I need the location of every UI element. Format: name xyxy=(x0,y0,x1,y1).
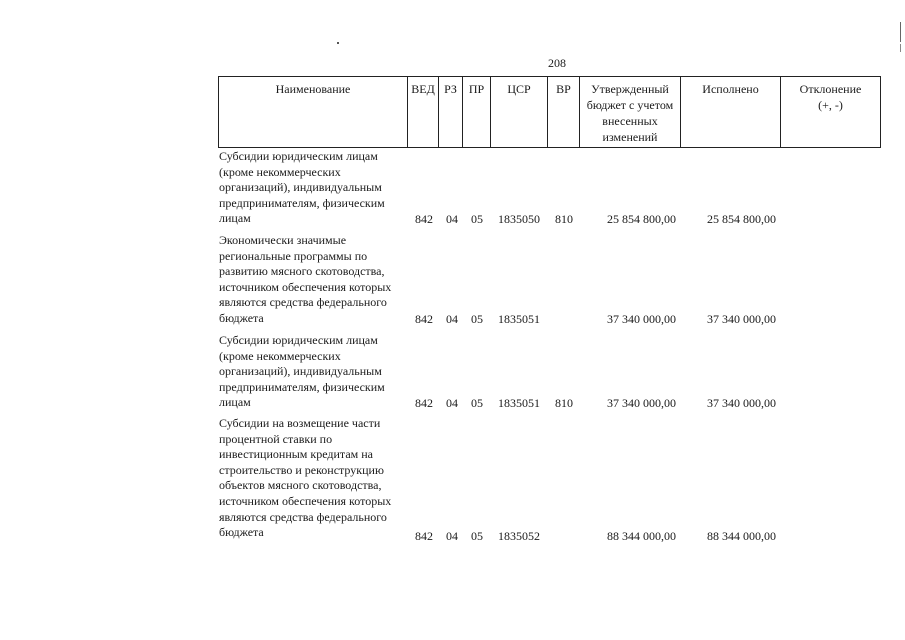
row-name: Экономически значимые региональные программы по развитию мясного скотоводства, источником обеспечения которых являются средства федерального бюджета xyxy=(219,233,392,325)
row-rz: 04 xyxy=(446,212,458,227)
row-ved: 842 xyxy=(415,529,433,544)
header-executed: Исполнено xyxy=(681,77,781,147)
row-ved: 842 xyxy=(415,312,433,327)
row-rz: 04 xyxy=(446,529,458,544)
row-approved: 25 854 800,00 xyxy=(607,212,676,227)
table-row xyxy=(0,149,905,228)
scan-edge-mark xyxy=(900,22,901,42)
header-ved: ВЕД xyxy=(408,77,439,147)
row-pr: 05 xyxy=(471,312,483,327)
row-vr: 810 xyxy=(555,396,573,411)
header-name: Наименование xyxy=(219,77,408,147)
row-pr: 05 xyxy=(471,212,483,227)
scan-speck xyxy=(337,42,339,44)
row-name: Субсидии на возмещение части процентной ставки по инвестиционным кредитам на строительство и реконструкцию объектов мясного скотоводства, источником обеспечения которых являются средства федерального бюджета xyxy=(219,416,392,540)
row-rz: 04 xyxy=(446,396,458,411)
table-row xyxy=(0,233,905,328)
header-approved: Утвержденный бюджет с учетом внесенных изменений xyxy=(580,77,681,147)
row-ved: 842 xyxy=(415,396,433,411)
row-csr: 1835050 xyxy=(498,212,540,227)
row-executed: 37 340 000,00 xyxy=(707,312,776,327)
header-deviation: Отклонение (+, -) xyxy=(799,82,862,112)
row-csr: 1835051 xyxy=(498,396,540,411)
row-rz: 04 xyxy=(446,312,458,327)
row-ved: 842 xyxy=(415,212,433,227)
row-pr: 05 xyxy=(471,529,483,544)
header-pr: ПР xyxy=(463,77,491,147)
row-approved: 37 340 000,00 xyxy=(607,312,676,327)
header-csr: ЦСР xyxy=(491,77,548,147)
header-rz: РЗ xyxy=(439,77,463,147)
row-approved: 37 340 000,00 xyxy=(607,396,676,411)
scan-edge-mark xyxy=(900,44,901,52)
row-executed: 25 854 800,00 xyxy=(707,212,776,227)
table-header xyxy=(218,76,881,148)
row-name: Субсидии юридическим лицам (кроме некоммерческих организаций), индивидуальным предпринимателям, физическим лицам xyxy=(219,333,385,410)
page-number: 208 xyxy=(548,56,566,70)
row-pr: 05 xyxy=(471,396,483,411)
table-row xyxy=(0,333,905,412)
header-vr: ВР xyxy=(548,77,580,147)
row-csr: 1835052 xyxy=(498,529,540,544)
row-approved: 88 344 000,00 xyxy=(607,529,676,544)
row-executed: 88 344 000,00 xyxy=(707,529,776,544)
row-name: Субсидии юридическим лицам (кроме некоммерческих организаций), индивидуальным предпринимателям, физическим лицам xyxy=(219,149,385,226)
row-vr: 810 xyxy=(555,212,573,227)
row-executed: 37 340 000,00 xyxy=(707,396,776,411)
table-row xyxy=(0,416,905,545)
row-csr: 1835051 xyxy=(498,312,540,327)
